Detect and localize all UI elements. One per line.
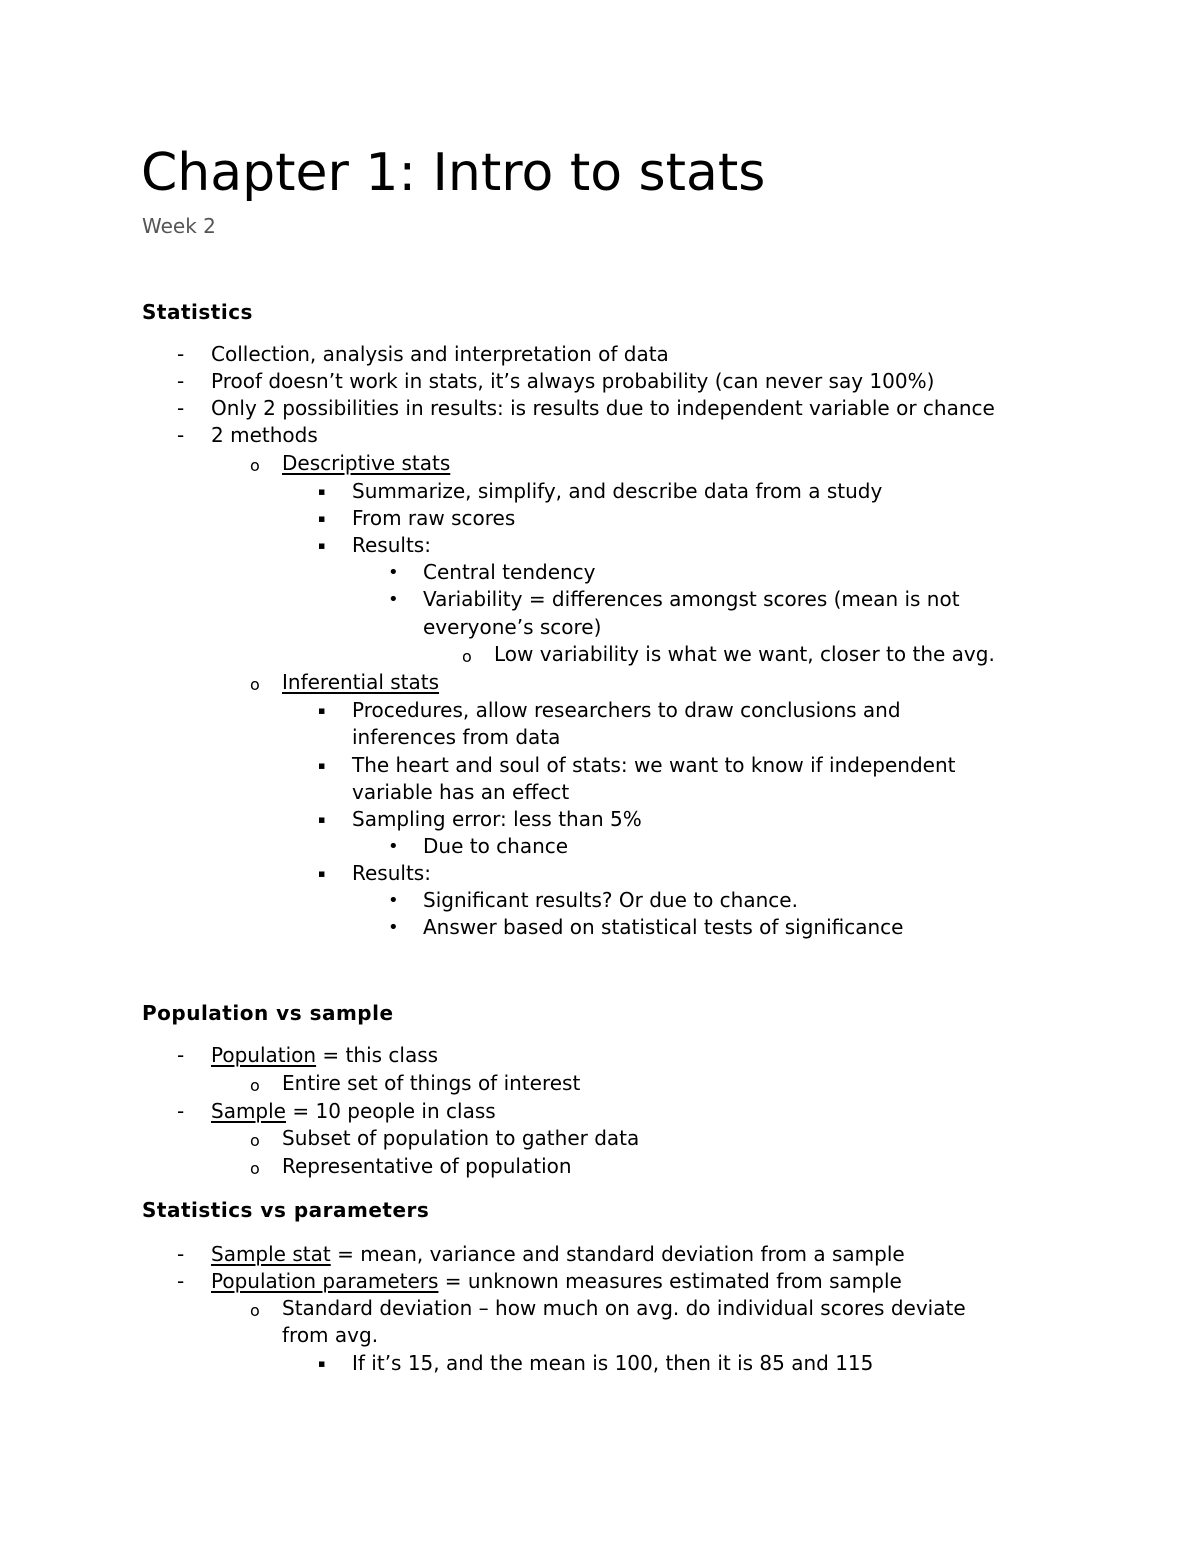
list-item (0, 1241, 1200, 1268)
list-item-text (352, 779, 569, 806)
list-item (0, 752, 1200, 779)
list-item (0, 586, 1200, 613)
list-item (0, 697, 1200, 724)
list-item (0, 614, 1200, 641)
list-marker-bullet: • (388, 589, 399, 610)
list-item (0, 1295, 1200, 1322)
list-item-text (282, 450, 450, 477)
list-item-text (494, 641, 995, 668)
list-marker-bullet: • (388, 836, 399, 857)
list-item-text (211, 1241, 905, 1268)
item-text: 2 methods (211, 423, 318, 447)
list-item (0, 422, 1200, 449)
list-item-text (282, 1153, 572, 1180)
list-item (0, 887, 1200, 914)
list-item-text (352, 860, 431, 887)
item-text: = mean, variance and standard deviation from a sample (330, 1242, 905, 1266)
list-item-text (352, 724, 560, 751)
list-item (0, 1268, 1200, 1295)
item-text: Results: (352, 861, 431, 885)
list-marker-square: ▪ (318, 867, 326, 880)
list-item (0, 1322, 1200, 1349)
list-marker-circle: o (250, 1159, 260, 1178)
list-marker-dash: - (177, 342, 185, 366)
item-text: Representative of population (282, 1154, 572, 1178)
item-text: variable has an effect (352, 780, 570, 804)
list-marker-bullet: • (388, 890, 399, 911)
list-marker-square: ▪ (318, 759, 326, 772)
item-text: Variability = differences amongst scores (mean is not (423, 587, 960, 611)
item-text: = this class (316, 1043, 439, 1067)
list-item (0, 395, 1200, 422)
list-marker-circle: o (250, 456, 260, 475)
list-item-text (352, 478, 882, 505)
list-item-text (352, 505, 515, 532)
list-item (0, 368, 1200, 395)
section-heading-statistics-vs-parameters: Statistics vs parameters (142, 1198, 430, 1222)
list-item (0, 532, 1200, 559)
list-item-text (423, 914, 903, 941)
list-item-text (282, 1322, 378, 1349)
list-item-text (211, 395, 995, 422)
item-text: The heart and soul of stats: we want to know if independent (352, 753, 956, 777)
list-item-text (352, 697, 901, 724)
list-marker-square: ▪ (318, 485, 326, 498)
list-item-text (211, 1042, 438, 1069)
item-text: Central tendency (423, 560, 596, 584)
item-text: Only 2 possibilities in results: is results due to independent variable or chance (211, 396, 995, 420)
list-marker-dash: - (177, 423, 185, 447)
list-item-text (423, 586, 960, 613)
item-text: From raw scores (352, 506, 516, 530)
underlined-term: Inferential stats (282, 670, 440, 694)
list-item (0, 779, 1200, 806)
list-item (0, 833, 1200, 860)
list-marker-dash: - (177, 369, 185, 393)
list-item (0, 1042, 1200, 1069)
list-marker-square: ▪ (318, 1357, 326, 1370)
list-item (0, 450, 1200, 477)
item-text: Summarize, simplify, and describe data from a study (352, 479, 883, 503)
list-item (0, 1125, 1200, 1152)
list-item-text (211, 1098, 496, 1125)
list-item (0, 478, 1200, 505)
list-item-text (423, 614, 601, 641)
list-marker-circle: o (250, 1076, 260, 1095)
list-item-text (352, 1350, 873, 1377)
underlined-term: Population (211, 1043, 317, 1067)
item-text: Answer based on statistical tests of significance (423, 915, 904, 939)
item-text: everyone’s score) (423, 615, 602, 639)
list-marker-bullet: • (388, 917, 399, 938)
section-heading-population-vs-sample: Population vs sample (142, 1001, 394, 1025)
list-marker-square: ▪ (318, 539, 326, 552)
list-item-text (282, 1125, 639, 1152)
list-item-text (423, 559, 596, 586)
list-item-text (423, 833, 568, 860)
list-item (0, 724, 1200, 751)
item-text: Low variability is what we want, closer to the avg. (494, 642, 995, 666)
list-item-text (211, 422, 318, 449)
item-text: If it’s 15, and the mean is 100, then it is 85 and 115 (352, 1351, 874, 1375)
list-marker-dash: - (177, 1242, 185, 1266)
list-item-text (211, 341, 669, 368)
underlined-term: Sample stat (211, 1242, 331, 1266)
underlined-term: Sample (211, 1099, 286, 1123)
list-marker-bullet: • (388, 562, 399, 583)
item-text: Entire set of things of interest (282, 1071, 581, 1095)
list-marker-dash: - (177, 1043, 185, 1067)
list-item (0, 914, 1200, 941)
item-text: Standard deviation – how much on avg. do individual scores deviate (282, 1296, 966, 1320)
page-title: Chapter 1: Intro to stats (141, 143, 766, 203)
item-text: Results: (352, 533, 431, 557)
list-marker-circle: o (250, 1131, 260, 1150)
list-marker-circle: o (250, 675, 260, 694)
item-text: from avg. (282, 1323, 379, 1347)
item-text: Collection, analysis and interpretation of data (211, 342, 669, 366)
list-item (0, 860, 1200, 887)
page-subtitle: Week 2 (142, 214, 216, 238)
underlined-term: Population parameters (211, 1269, 439, 1293)
list-item (0, 505, 1200, 532)
item-text: Significant results? Or due to chance. (423, 888, 798, 912)
list-item (0, 1153, 1200, 1180)
list-item (0, 1070, 1200, 1097)
item-text: Proof doesn’t work in stats, it’s always probability (can never say 100%) (211, 369, 935, 393)
list-item-text (352, 532, 431, 559)
list-item-text (282, 1070, 580, 1097)
list-item (0, 1350, 1200, 1377)
list-item (0, 341, 1200, 368)
item-text: = unknown measures estimated from sample (438, 1269, 902, 1293)
underlined-term: Descriptive stats (282, 451, 451, 475)
list-item-text (282, 1295, 966, 1322)
list-item (0, 641, 1200, 668)
list-item-text (352, 752, 956, 779)
item-text: inferences from data (352, 725, 561, 749)
list-item (0, 806, 1200, 833)
list-marker-circle: o (250, 1301, 260, 1320)
item-text: Due to chance (423, 834, 569, 858)
list-marker-dash: - (177, 1099, 185, 1123)
list-item (0, 669, 1200, 696)
list-marker-dash: - (177, 396, 185, 420)
list-marker-square: ▪ (318, 512, 326, 525)
item-text: Sampling error: less than 5% (352, 807, 642, 831)
list-item (0, 559, 1200, 586)
item-text: Procedures, allow researchers to draw conclusions and (352, 698, 901, 722)
list-marker-dash: - (177, 1269, 185, 1293)
list-marker-square: ▪ (318, 813, 326, 826)
list-item-text (423, 887, 798, 914)
item-text: Subset of population to gather data (282, 1126, 640, 1150)
list-item-text (282, 669, 439, 696)
list-item-text (211, 368, 934, 395)
list-item-text (352, 806, 642, 833)
list-item (0, 1098, 1200, 1125)
list-item-text (211, 1268, 902, 1295)
section-heading-statistics: Statistics (142, 300, 253, 324)
list-marker-square: ▪ (318, 704, 326, 717)
item-text: = 10 people in class (286, 1099, 496, 1123)
list-marker-circle: o (462, 647, 472, 666)
